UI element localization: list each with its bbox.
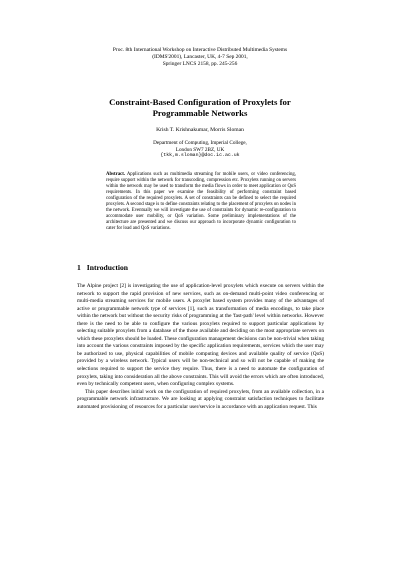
affiliation-line-2: London SW7 2BZ, UK <box>175 146 225 153</box>
proceedings-header <box>60 47 340 69</box>
proceedings-line-3: Springer LNCS 2158, pp. 245-256 <box>162 61 238 68</box>
body-paragraph-2: This paper describes initial work on the configuration of required proxylets, from an available collection, in a programmable network infrastructure. We are looking at applying constraint satisfaction techniques to facilitate automated provisioning of resources for a particular user/service in accordance with an application request. This <box>77 388 324 410</box>
body-paragraph-1: The Alpine project [2] is investigating the use of application-level proxylets which execute on servers within the network to support the rapid provision of new services, such as on-demand multi-point video conferencing or multi-media streaming services for mobile users. A proxylet based system provides many of the advantages of active or programmable network type of services [1], such as transformation of media encodings, to take place within the network but without the security risks of programming at the 'fast-path' level within networks. However there is the need to be able to configure the various proxylets required to support particular applications by selecting suitable proxylets from a database of the those available and deciding on the most appropriate servers on which these proxylets should be loaded. These configuration management decisions can be non-trivial when taking into account the various constraints imposed by the specific application requirements, services which the user may be authorized to use, physical capabilities of mobile computing devices and available quality of service (QoS) provided by a wireless network. Typical users will be non-technical and so will not be capable of making the selections required to support the service they require. Thus, there is a need to automate the configuration of proxylets, taking into consideration all the above constraints. This will avoid the errors which are often introduced, even by technically competent users, when configuring complex systems. <box>77 283 324 388</box>
abstract-label: Abstract. <box>106 172 126 177</box>
abstract <box>106 172 296 232</box>
proceedings-line-1: Proc. 8th International Workshop on Interactive Distributed Multimedia Systems <box>112 47 288 53</box>
section-number: 1 <box>77 263 81 272</box>
paper-title-line-1: Constraint-Based Configuration of Proxylets for <box>109 97 291 107</box>
abstract-text: Applications such as multimedia streaming for mobile users, or video conferencing, require support within the network for transcoding, compression etc. Proxylets running on servers within the network may be used to transform the media flows in order to meet application or QoS requirements. In this paper we examine the feasibility of performing constraint based configuration of the required proxylets. A set of constraints can be defined to select the required proxylets. A second stage is to define constraints relating to the placement of proxylets on nodes in the network. Eventually we will investigate the use of constraints for dynamic re-configuration to accommodate user mobility, or QoS variation. Some preliminary implementations of the architecture are presented and we discuss our approach to incorporate dynamic configuration to cater for load and QoS variations. <box>106 172 297 232</box>
paper-title-line-2: Programmable Networks <box>152 107 248 118</box>
body-text <box>77 283 324 411</box>
proceedings-line-2: (IDMS'2001), Lancaster, UK, 4-7 Sep 2001, <box>152 54 248 61</box>
paper-authors: Krish T. Krishnakumar, Morris Sloman <box>156 127 244 133</box>
author-affiliation <box>60 140 340 160</box>
affiliation-line-1: Department of Computing, Imperial College, <box>153 140 247 146</box>
section-title: Introduction <box>86 263 129 272</box>
section-heading <box>77 263 128 272</box>
author-email: {tkk,m.sloman}@doc.ic.ac.uk <box>160 153 240 159</box>
paper-title <box>50 97 350 119</box>
